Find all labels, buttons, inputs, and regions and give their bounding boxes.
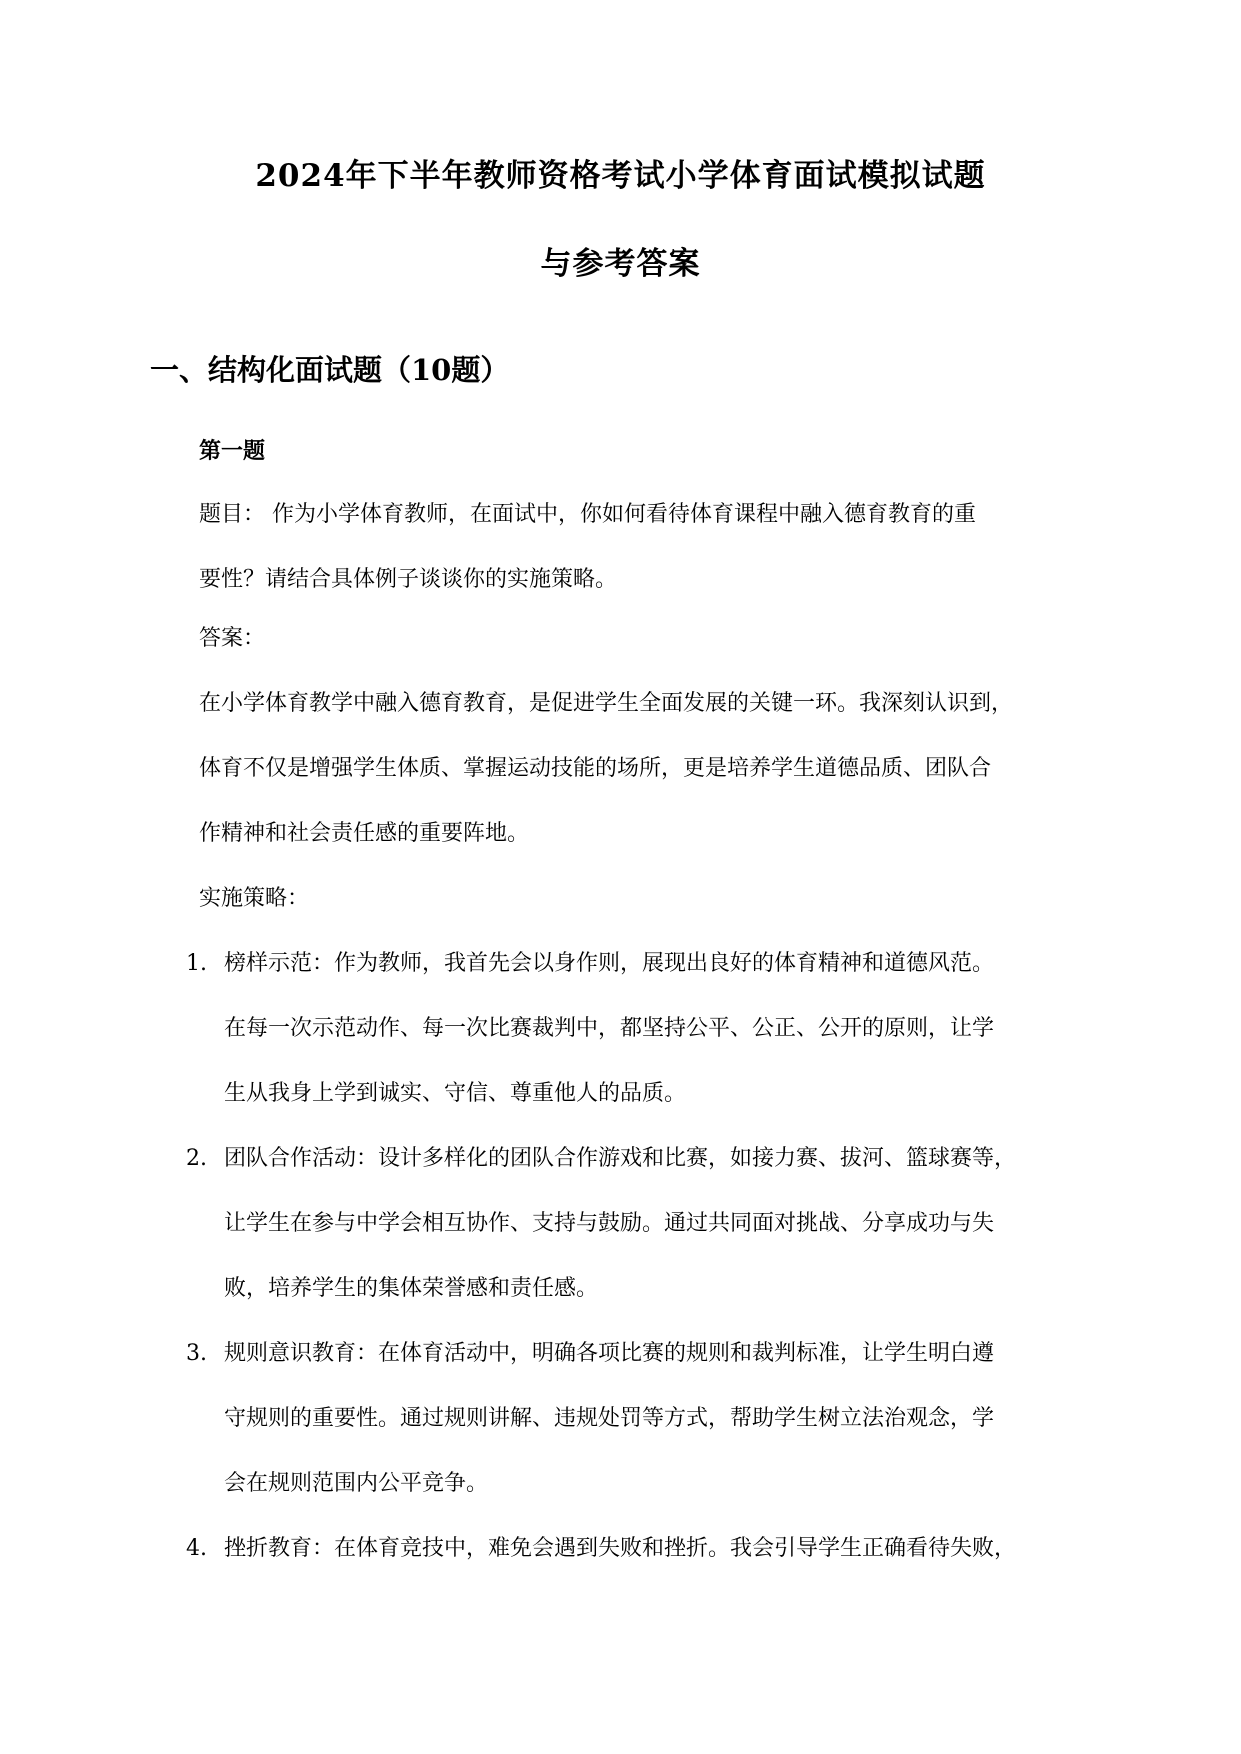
list-item bbox=[186, 1516, 1086, 1581]
answer-line: 体育不仅是增强学生体质、掌握运动技能的场所，更是培养学生道德品质、团队合 bbox=[199, 756, 992, 781]
question-title: 第一题 bbox=[199, 438, 266, 464]
document-title-line-1: 2024年下半年教师资格考试小学体育面试模拟试题 bbox=[255, 158, 986, 194]
list-item-number: 2. bbox=[186, 1146, 207, 1171]
list-item-line: 在每一次示范动作、每一次比赛裁判中，都坚持公平、公正、公开的原则，让学 bbox=[224, 1016, 995, 1041]
list-item-line: 生从我身上学到诚实、守信、尊重他人的品质。 bbox=[224, 1081, 687, 1106]
strategy-label bbox=[199, 866, 1084, 931]
list-item-line: 团队合作活动：设计多样化的团队合作游戏和比赛，如接力赛、拔河、篮球赛等， bbox=[224, 1146, 1017, 1171]
document-title-line-2: 与参考答案 bbox=[540, 246, 701, 282]
section-heading: 一、结构化面试题（10题） bbox=[150, 353, 510, 387]
list-item bbox=[186, 1126, 1086, 1321]
list-item-line: 榜样示范：作为教师，我首先会以身作则，展现出良好的体育精神和道德风范。 bbox=[224, 951, 995, 976]
list-item-line: 让学生在参与中学会相互协作、支持与鼓励。通过共同面对挑战、分享成功与失 bbox=[224, 1211, 995, 1236]
strategy-label-text: 实施策略： bbox=[199, 886, 310, 911]
strategy-list bbox=[186, 931, 1086, 1581]
question-text bbox=[199, 482, 1084, 612]
list-item-number: 3. bbox=[186, 1341, 207, 1366]
answer-label-text: 答案： bbox=[199, 626, 266, 651]
list-item-line: 守规则的重要性。通过规则讲解、违规处罚等方式，帮助学生树立法治观念，学 bbox=[224, 1406, 995, 1431]
list-item-line: 败，培养学生的集体荣誉感和责任感。 bbox=[224, 1276, 599, 1301]
list-item bbox=[186, 931, 1086, 1126]
list-item-number: 1. bbox=[186, 951, 207, 976]
question-text-line: 题目： 作为小学体育教师，在面试中，你如何看待体育课程中融入德育教育的重 bbox=[199, 502, 976, 527]
list-item-line: 挫折教育：在体育竞技中，难免会遇到失败和挫折。我会引导学生正确看待失败， bbox=[224, 1536, 1017, 1561]
answer-line: 作精神和社会责任感的重要阵地。 bbox=[199, 821, 530, 846]
answer-label bbox=[199, 606, 1084, 671]
list-item-line: 规则意识教育：在体育活动中，明确各项比赛的规则和裁判标准，让学生明白遵 bbox=[224, 1341, 995, 1366]
list-item-line: 会在规则范围内公平竞争。 bbox=[224, 1471, 489, 1496]
list-item-number: 4. bbox=[186, 1536, 207, 1561]
answer-paragraph bbox=[199, 671, 1084, 866]
list-item bbox=[186, 1321, 1086, 1516]
answer-line: 在小学体育教学中融入德育教育，是促进学生全面发展的关键一环。我深刻认识到， bbox=[199, 691, 1014, 716]
question-text-line: 要性？请结合具体例子谈谈你的实施策略。 bbox=[199, 567, 618, 592]
